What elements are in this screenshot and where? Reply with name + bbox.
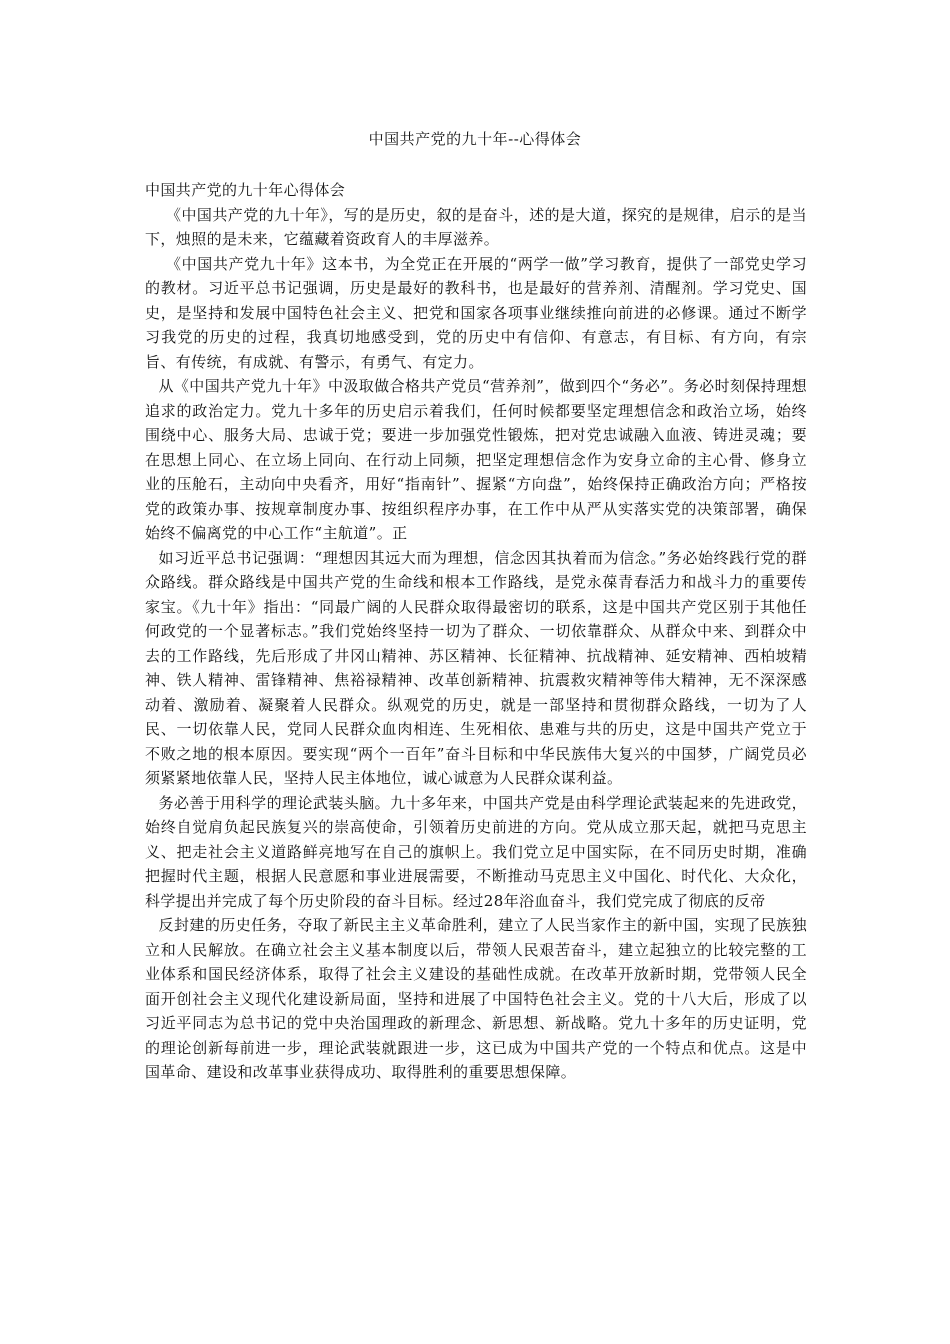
document-subtitle: 中国共产党的九十年心得体会: [145, 181, 346, 199]
document-title: 中国共产党的九十年--心得体会: [368, 130, 582, 148]
paragraph-4: 如习近平总书记强调：“理想因其远大而为理想，信念因其执着而为信念。”务必始终践行党的群众路线。群众路线是中国共产党的生命线和根本工作路线，是党永葆青春活力和战斗力的重要传家宝。《九十年》指出：“同最广阔的人民群众取得最密切的联系，这是中国共产党区别于其他任何政党的一个显著标志。”我们党始终坚持一切为了群众、一切依靠群众、从群众中来、到群众中去的工作路线，先后形成了井冈山精神、苏区精神、长征精神、抗战精神、延安精神、西柏坡精神、铁人精神、雷锋精神、焦裕禄精神、改革创新精神、抗震救灾精神等伟大精神，无不深深感动着、激励着、凝聚着人民群众。纵观党的历史，就是一部坚持和贯彻群众路线，一切为了人民、一切依靠人民，党同人民群众血肉相连、生死相依、患难与共的历史，这是中国共产党立于不败之地的根本原因。要实现“两个一百年”奋斗目标和中华民族伟大复兴的中国梦，广阔党员必须紧紧地依靠人民，坚持人民主体地位，诚心诚意为人民群众谋利益。: [145, 548, 807, 787]
paragraph-2: 《中国共产党九十年》这本书，为全党正在开展的“两学一做”学习教育，提供了一部党史学习的教材。习近平总书记强调，历史是最好的教科书，也是最好的营养剂、清醒剂。学习党史、国史，是坚持和发展中国特色社会主义、把党和国家各项事业继续推向前进的必修课。通过不断学习我党的历史的过程，我真切地感受到，党的历史中有信仰、有意志，有目标、有方向，有宗旨、有传统，有成就、有警示，有勇气、有定力。: [145, 254, 807, 371]
paragraph-3: 从《中国共产党九十年》中汲取做合格共产党员“营养剂”，做到四个“务必”。务必时刻保持理想追求的政治定力。党九十多年的历史启示着我们，任何时候都要坚定理想信念和政治立场，始终围绕中心、服务大局、忠诚于党；要进一步加强党性锻炼，把对党忠诚融入血液、铸进灵魂；要在思想上同心、在立场上同向、在行动上同频，把坚定理想信念作为安身立命的主心骨、修身立业的压舱石，主动向中央看齐，用好“指南针”、握紧“方向盘”，始终保持正确政治方向；严格按党的政策办事、按规章制度办事、按组织程序办事，在工作中从严从实落实党的决策部署，确保始终不偏离党的中心工作“主航道”。正: [145, 377, 807, 542]
paragraph-6: 反封建的历史任务，夺取了新民主主义革命胜利，建立了人民当家作主的新中国，实现了民族独立和人民解放。在确立社会主义基本制度以后，带领人民艰苦奋斗，建立起独立的比较完整的工业体系和国民经济体系，取得了社会主义建设的基础性成就。在改革开放新时期，党带领人民全面开创社会主义现代化建设新局面，坚持和进展了中国特色社会主义。党的十八大后，形成了以习近平同志为总书记的党中央治国理政的新理念、新思想、新战略。党九十多年的历史证明，党的理论创新每前进一步，理论武装就跟进一步，这已成为中国共产党的一个特点和优点。这是中国革命、建设和改革事业获得成功、取得胜利的重要思想保障。: [145, 916, 807, 1081]
paragraph-1: 《中国共产党的九十年》，写的是历史，叙的是奋斗，述的是大道，探究的是规律，启示的是当下，烛照的是未来，它蕴藏着资政育人的丰厚滋养。: [145, 205, 807, 248]
document-body: [145, 178, 807, 1085]
paragraph-5: 务必善于用科学的理论武装头脑。九十多年来，中国共产党是由科学理论武装起来的先进政党，始终自觉肩负起民族复兴的崇高使命，引领着历史前进的方向。党从成立那天起，就把马克思主义、把走社会主义道路鲜亮地写在自己的旗帜上。我们党立足中国实际，在不同历史时期，准确把握时代主题，根据人民意愿和事业进展需要，不断推动马克思主义中国化、时代化、大众化，科学提出并完成了每个历史阶段的奋斗目标。经过28年浴血奋斗，我们党完成了彻底的反帝: [145, 793, 807, 910]
